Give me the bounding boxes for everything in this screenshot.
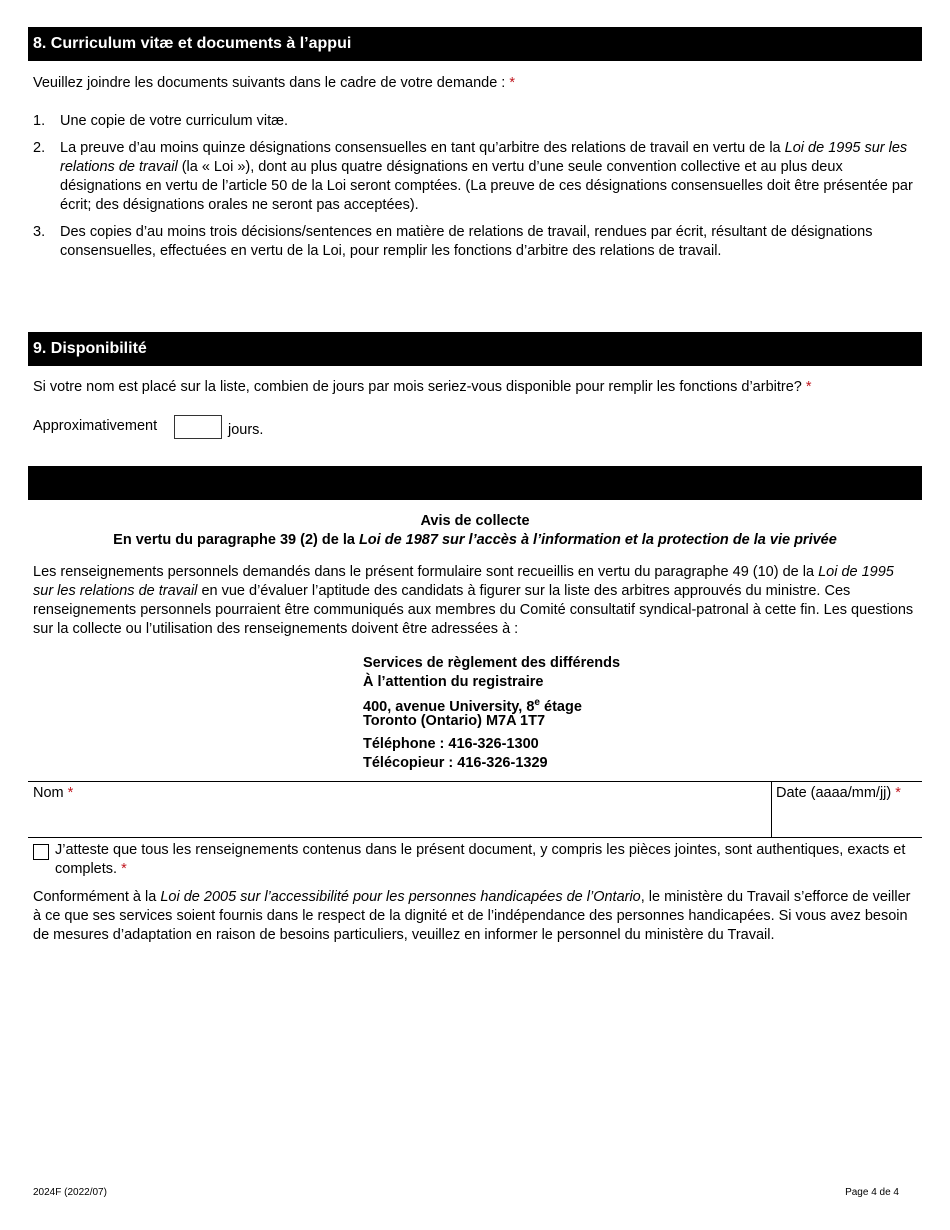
- accessibility-text: , le ministère du Travail s’efforce de veiller à ce que ses services soient fournis dans le respect de la dignité et de l’indépendance des personnes handicapées. Si vous avez besoin de mesures d’adaptation en raison de besoins particuliers, veuillez en informer le personnel du ministère du Travail.: [33, 889, 911, 943]
- address-line-3: 400, avenue University, 8e étage: [363, 697, 582, 715]
- address-line-1: Services de règlement des différends: [363, 655, 621, 671]
- documents-list: [33, 112, 913, 269]
- document-item-text: Des copies d’au moins trois décisions/sentences en matière de relations de travail, rendues par écrit, résultant de désignations consensuelles, effectuées en vertu de la Loi, pour remplir les fonctions d’arbitre des relations de travail.: [60, 224, 873, 259]
- required-marker: *: [895, 785, 901, 801]
- document-item-number: 1.: [33, 113, 46, 129]
- required-marker: *: [121, 861, 127, 877]
- notice-body: [33, 563, 917, 639]
- notice-body-text: Les renseignements personnels demandés dans le présent formulaire sont recueillis en vertu du paragraphe 49 (10) de la: [33, 564, 819, 580]
- notice-body-italic-text: Loi de 1995 sur les relations de travail: [33, 564, 894, 599]
- days-per-month-input[interactable]: [174, 415, 222, 439]
- form-id: 2024F (2022/07): [33, 1187, 107, 1198]
- document-item-number: 2.: [33, 140, 46, 156]
- name-field[interactable]: [28, 782, 771, 837]
- notice-body-text: en vue d’évaluer l’aptitude des candidats à figurer sur la liste des arbitres approuvés du ministre. Ces renseignements personnels pourraient être communiqués aux membres du Comité consultatif syndical-patronal à cette fin. Les questions sur la collecte ou l’utilisation des renseignements doivent être adressées à :: [33, 583, 914, 637]
- document-item-italic-text: Loi de 1995 sur les relations de travail: [60, 140, 908, 175]
- required-marker: *: [509, 75, 516, 91]
- notice-title: Avis de collecte: [420, 513, 530, 529]
- document-item: [33, 112, 913, 131]
- address-fax: Télécopieur : 416-326-1329: [363, 755, 548, 771]
- page-number: Page 4 de 4: [845, 1187, 899, 1198]
- section-9-header: 9. Disponibilité: [28, 332, 922, 366]
- date-label: Date (aaaa/mm/jj) *: [776, 785, 901, 801]
- address-line-2: À l’attention du registraire: [363, 674, 544, 690]
- notice-header-bar: [28, 466, 922, 500]
- document-item-text: (la « Loi »), dont au plus quatre désignations en vertu d’une seule convention collective et au plus deux désignations en vertu de l’article 50 de la Loi seront comptées. (La preuve de ces désignations consensuelles doit être présentée par écrit; des désignations orales ne seront pas acceptées).: [60, 159, 913, 213]
- accessibility-italic-text: Loi de 2005 sur l’accessibilité pour les personnes handicapées de l’Ontario: [160, 889, 641, 905]
- document-item-number: 3.: [33, 224, 46, 240]
- address-line-4: Toronto (Ontario) M7A 1T7: [363, 713, 546, 729]
- days-suffix-label: jours.: [228, 422, 264, 438]
- attest-text: J’atteste que tous les renseignements contenus dans le présent document, y compris les pièces jointes, sont authentiques, exacts et complets. *: [55, 842, 906, 877]
- document-item: [33, 139, 913, 215]
- availability-question: Si votre nom est placé sur la liste, combien de jours par mois seriez-vous disponible pour remplir les fonctions d’arbitre? *: [33, 379, 812, 395]
- accessibility-text: Conformément à la: [33, 889, 161, 905]
- required-marker: *: [67, 785, 74, 801]
- document-item-text: Une copie de votre curriculum vitæ.: [60, 113, 289, 129]
- document-item: [33, 223, 913, 261]
- field-bottom-border: [28, 837, 922, 838]
- notice-subtitle: En vertu du paragraphe 39 (2) de la Loi de 1987 sur l’accès à l’information et la protection de la vie privée: [113, 532, 837, 548]
- name-label: Nom *: [33, 785, 74, 801]
- address-phone: Téléphone : 416-326-1300: [363, 736, 539, 752]
- required-marker: *: [805, 379, 812, 395]
- document-item-text: La preuve d’au moins quinze désignations consensuelles en tant qu’arbitre des relations de travail en vertu de la: [60, 140, 785, 156]
- section-8-intro: Veuillez joindre les documents suivants dans le cadre de votre demande : *: [33, 75, 516, 91]
- attest-checkbox[interactable]: [33, 844, 49, 860]
- days-prefix-label: Approximativement: [33, 418, 158, 434]
- section-8-header: 8. Curriculum vitæ et documents à l’appui: [28, 27, 922, 61]
- accessibility-statement: [33, 888, 917, 945]
